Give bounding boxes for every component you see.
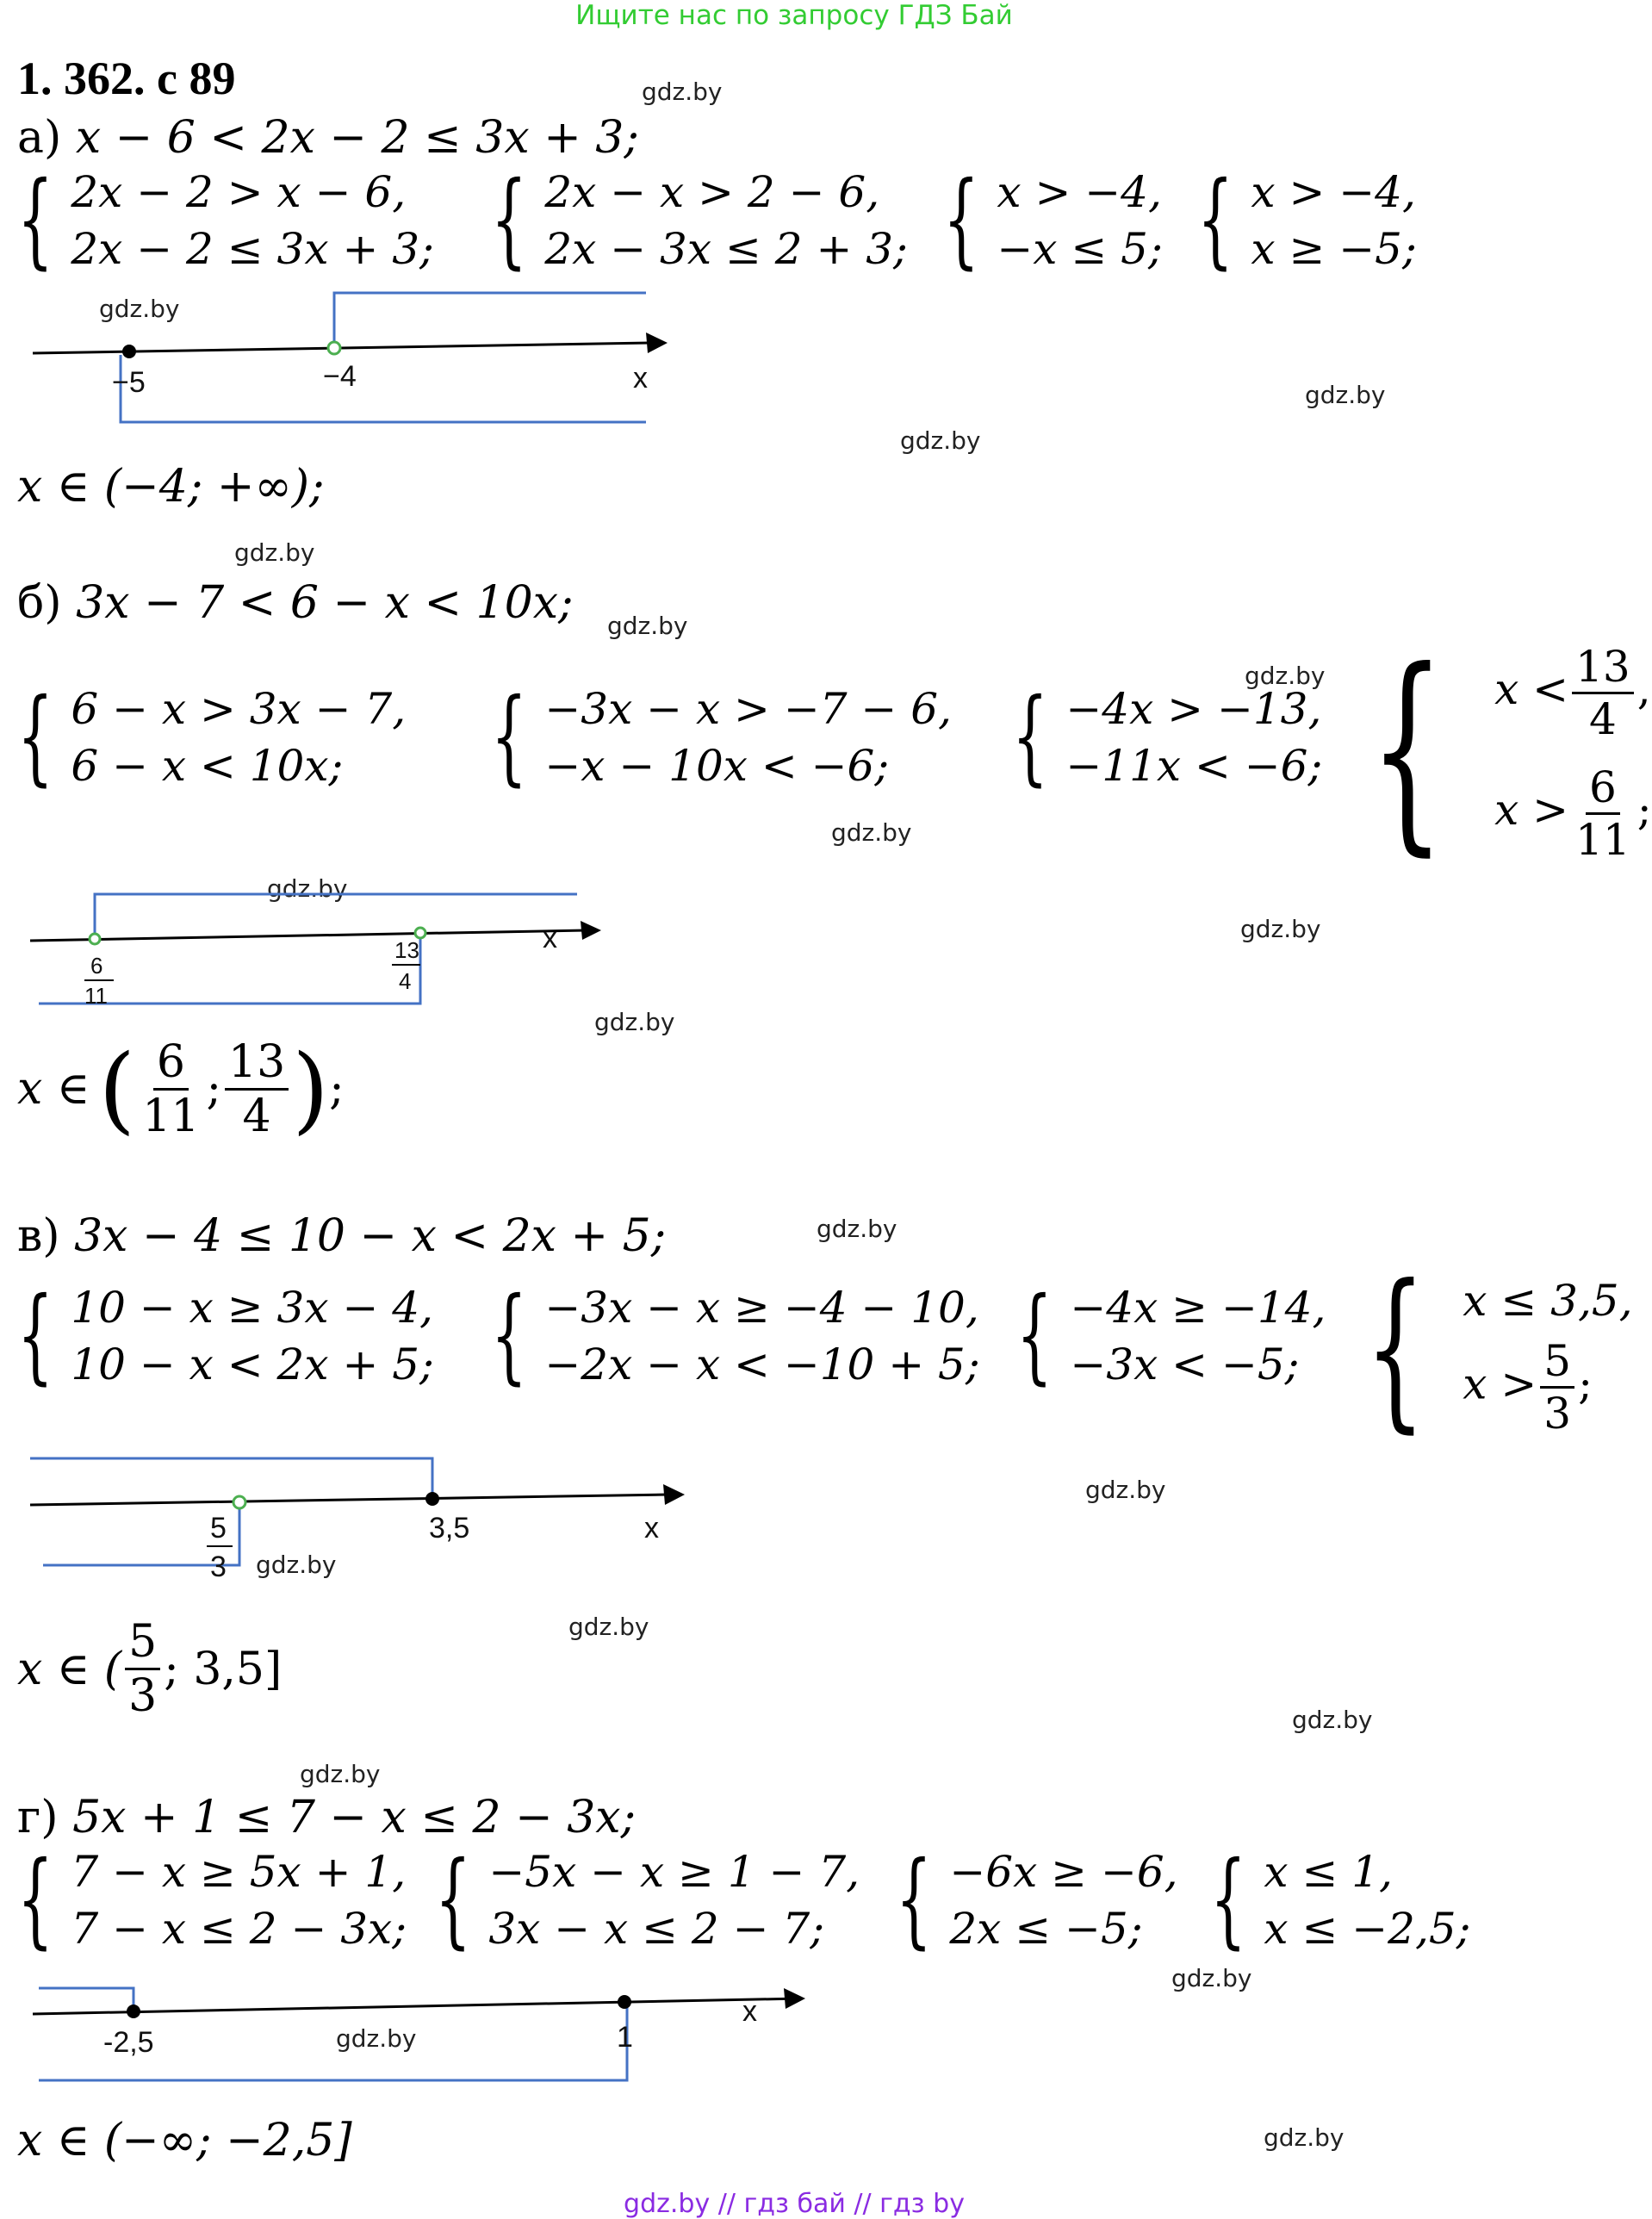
paren-close: ) bbox=[292, 1034, 330, 1144]
system-line: x ≤ 1, bbox=[1264, 1847, 1393, 1897]
part-a-inequality: x − 6 < 2x − 2 ≤ 3x + 3; bbox=[75, 112, 639, 164]
punctuation: ; bbox=[1578, 1358, 1593, 1409]
relation: x > bbox=[1494, 785, 1569, 835]
brace-icon: { bbox=[491, 1276, 527, 1395]
part-d-task bbox=[17, 1792, 636, 1843]
system-line bbox=[1494, 749, 1651, 870]
system-line: x ≤ −2,5; bbox=[1264, 1904, 1471, 1954]
watermark: gdz.by bbox=[831, 818, 912, 847]
watermark: gdz.by bbox=[234, 538, 315, 567]
system-line: −3x − x ≥ −4 − 10, bbox=[544, 1283, 979, 1333]
system-line: x > −4, bbox=[997, 167, 1162, 217]
closed-point bbox=[618, 1995, 631, 2009]
part-b-inequality: 3x − 7 < 6 − x < 10x; bbox=[76, 577, 574, 629]
system-line: 7 − x ≤ 2 − 3x; bbox=[71, 1904, 407, 1954]
watermark: gdz.by bbox=[1240, 915, 1321, 943]
brace-icon: { bbox=[491, 677, 527, 797]
fraction bbox=[225, 1035, 289, 1142]
system-line: 7 − x ≥ 5x + 1, bbox=[71, 1847, 407, 1897]
brace-icon: { bbox=[17, 1276, 53, 1395]
axis-line bbox=[30, 1495, 668, 1505]
system-line: −4x ≥ −14, bbox=[1070, 1283, 1326, 1333]
part-c-system-4 bbox=[1365, 1247, 1633, 1449]
watermark: gdz.by bbox=[642, 78, 723, 106]
system-line: −x − 10x < −6; bbox=[544, 741, 890, 791]
brace-icon: { bbox=[17, 160, 53, 280]
watermark: gdz.by bbox=[568, 1613, 649, 1641]
system-line: 2x − x > 2 − 6, bbox=[544, 167, 880, 217]
part-b-system-3 bbox=[1012, 677, 1323, 797]
watermark: gdz.by bbox=[594, 1008, 675, 1036]
axis-label: x bbox=[644, 1512, 659, 1545]
relation: x > bbox=[1463, 1358, 1537, 1409]
system-line: 3x − x ≤ 2 − 7; bbox=[488, 1904, 825, 1954]
watermark: gdz.by bbox=[900, 426, 981, 455]
watermark: gdz.by bbox=[99, 295, 180, 323]
watermark: gdz.by bbox=[1305, 381, 1386, 409]
part-b-label: б) bbox=[17, 577, 62, 629]
punctuation: ; bbox=[329, 1063, 345, 1115]
system-line: 2x − 2 ≤ 3x + 3; bbox=[71, 224, 434, 274]
part-c-inequality: 3x − 4 ≤ 10 − x < 2x + 5; bbox=[74, 1210, 667, 1262]
fraction bbox=[139, 1035, 202, 1142]
tick-label: -2,5 bbox=[103, 2026, 154, 2059]
denominator: 3 bbox=[1543, 1389, 1572, 1439]
fraction bbox=[1572, 761, 1634, 865]
closed-point bbox=[122, 345, 136, 358]
denominator: 4 bbox=[1588, 693, 1617, 744]
watermark: gdz.by bbox=[1085, 1476, 1166, 1504]
punctuation: , bbox=[1636, 664, 1651, 714]
brace-icon: { bbox=[896, 1840, 932, 1960]
part-a-label: а) bbox=[17, 112, 62, 164]
arrow-icon bbox=[581, 921, 601, 940]
tick-label: −4 bbox=[323, 360, 357, 393]
watermark: gdz.by bbox=[267, 874, 348, 903]
tick-label: 11 bbox=[84, 983, 108, 1009]
brace-icon: { bbox=[1365, 1247, 1425, 1449]
part-d-system-1 bbox=[17, 1840, 407, 1960]
brace-icon: { bbox=[1369, 624, 1445, 874]
part-b-system-4 bbox=[1369, 624, 1652, 874]
system-line: −5x − x ≥ 1 − 7, bbox=[488, 1847, 860, 1897]
axis-line bbox=[30, 930, 586, 941]
numerator: 6 bbox=[153, 1040, 189, 1091]
brace-icon: { bbox=[1012, 677, 1048, 797]
system-line bbox=[1463, 1336, 1632, 1439]
numerator: 13 bbox=[1572, 645, 1634, 694]
watermark: gdz.by bbox=[336, 2024, 417, 2053]
arrow-icon bbox=[663, 1484, 685, 1505]
open-point bbox=[90, 934, 100, 944]
arrow-icon bbox=[646, 333, 668, 353]
fraction bbox=[1540, 1336, 1574, 1439]
part-d-system-2 bbox=[435, 1840, 860, 1960]
watermark: gdz.by bbox=[1264, 2123, 1345, 2152]
numerator: 5 bbox=[1540, 1339, 1574, 1389]
part-b-number-line bbox=[26, 887, 629, 1025]
separator: ; bbox=[206, 1063, 221, 1115]
brace-icon: { bbox=[943, 160, 979, 280]
part-a-system-1 bbox=[17, 160, 434, 280]
watermark: gdz.by bbox=[817, 1215, 897, 1243]
numerator: 13 bbox=[225, 1040, 289, 1091]
system-line: x ≥ −5; bbox=[1251, 224, 1417, 274]
watermark: gdz.by bbox=[1292, 1706, 1373, 1734]
punctuation: ; bbox=[1636, 785, 1652, 835]
axis-label: x bbox=[543, 922, 557, 954]
shade-x-ge-minus5 bbox=[121, 355, 646, 422]
tick-label: 1 bbox=[617, 2021, 633, 2054]
part-b-answer bbox=[17, 1034, 345, 1144]
tick-label: 6 bbox=[90, 953, 103, 979]
shade-x-le-3-5 bbox=[30, 1458, 432, 1499]
closed-point bbox=[425, 1492, 439, 1506]
part-d-inequality: 5x + 1 ≤ 7 − x ≤ 2 − 3x; bbox=[72, 1792, 637, 1843]
answer-text: x ∈ ( bbox=[17, 1643, 122, 1695]
shade-x-le-minus2-5 bbox=[39, 1988, 134, 2014]
answer-text: x ∈ bbox=[17, 1063, 90, 1115]
exercise-title: 1. 362. с 89 bbox=[17, 53, 236, 104]
system-line: 2x ≤ −5; bbox=[949, 1904, 1143, 1954]
system-line: 10 − x < 2x + 5; bbox=[71, 1339, 434, 1389]
watermark: gdz.by bbox=[1171, 1964, 1252, 1992]
part-c-label: в) bbox=[17, 1210, 60, 1262]
part-d-answer bbox=[17, 2115, 352, 2166]
fraction bbox=[1572, 641, 1634, 744]
denominator: 11 bbox=[142, 1090, 200, 1142]
part-a-system-3 bbox=[943, 160, 1163, 280]
denominator: 11 bbox=[1575, 814, 1630, 865]
paren-open: ( bbox=[98, 1034, 136, 1144]
watermark: gdz.by bbox=[1245, 662, 1326, 690]
tick-label: −5 bbox=[112, 366, 146, 399]
part-d-system-3 bbox=[896, 1840, 1178, 1960]
watermark: gdz.by bbox=[300, 1760, 381, 1788]
open-point bbox=[328, 342, 340, 354]
brace-icon: { bbox=[435, 1840, 471, 1960]
part-d-label: г) bbox=[17, 1792, 59, 1843]
numerator: 5 bbox=[125, 1619, 160, 1670]
part-d-system-4 bbox=[1210, 1840, 1471, 1960]
denominator: 4 bbox=[242, 1090, 271, 1142]
system-line: −4x > −13, bbox=[1065, 684, 1322, 734]
part-c-answer bbox=[17, 1616, 283, 1722]
part-c-system-2 bbox=[491, 1276, 980, 1395]
system-line: 6 − x < 10x; bbox=[71, 741, 344, 791]
part-c-system-3 bbox=[1016, 1276, 1326, 1395]
part-d-number-line bbox=[26, 1973, 818, 2102]
system-line: −6x ≥ −6, bbox=[949, 1847, 1178, 1897]
system-line: 2x − 2 > x − 6, bbox=[71, 167, 407, 217]
numerator: 6 bbox=[1586, 766, 1620, 815]
footer: gdz.by // гдз бай // гдз by bbox=[624, 2189, 965, 2219]
system-line: −x ≤ 5; bbox=[997, 224, 1163, 274]
denominator: 3 bbox=[128, 1670, 158, 1722]
part-b-system-1 bbox=[17, 677, 407, 797]
system-line: 2x − 3x ≤ 2 + 3; bbox=[544, 224, 908, 274]
part-a-answer bbox=[17, 461, 325, 513]
axis-line bbox=[33, 1998, 801, 2014]
shade-x-gt-minus4 bbox=[334, 293, 646, 350]
part-b-task bbox=[17, 577, 574, 629]
system-line: x ≤ 3,5, bbox=[1463, 1276, 1633, 1326]
system-line: −3x − x > −7 − 6, bbox=[544, 684, 952, 734]
brace-icon: { bbox=[1210, 1840, 1246, 1960]
tick-label: 3,5 bbox=[429, 1512, 470, 1545]
part-c-task bbox=[17, 1210, 666, 1262]
tick-label: 3 bbox=[210, 1551, 227, 1583]
tick-label: 4 bbox=[399, 968, 412, 994]
part-a-system-2 bbox=[491, 160, 908, 280]
watermark: gdz.by bbox=[256, 1551, 337, 1579]
part-b-system-2 bbox=[491, 677, 952, 797]
part-a-system-4 bbox=[1197, 160, 1417, 280]
system-line bbox=[1494, 629, 1651, 749]
answer-text: ; 3,5] bbox=[164, 1643, 283, 1695]
tick-label: 13 bbox=[394, 937, 419, 963]
brace-icon: { bbox=[1197, 160, 1233, 280]
brace-icon: { bbox=[1016, 1276, 1053, 1395]
relation: x < bbox=[1494, 664, 1569, 714]
axis-label: x bbox=[742, 1995, 757, 2028]
system-line: −3x < −5; bbox=[1070, 1339, 1300, 1389]
part-a-task bbox=[17, 112, 639, 164]
system-line: −11x < −6; bbox=[1065, 741, 1323, 791]
part-a-number-line bbox=[26, 284, 680, 431]
tick-label: 5 bbox=[210, 1512, 227, 1545]
axis-label: x bbox=[633, 362, 648, 395]
arrow-icon bbox=[784, 1988, 805, 2009]
answer-text: x ∈ (−4; +∞); bbox=[17, 461, 325, 513]
system-line: x > −4, bbox=[1251, 167, 1416, 217]
part-c-system-1 bbox=[17, 1276, 434, 1395]
brace-icon: { bbox=[17, 677, 53, 797]
part-c-number-line bbox=[26, 1451, 698, 1598]
system-line: −2x − x < −10 + 5; bbox=[544, 1339, 980, 1389]
top-banner: Ищите нас по запросу ГДЗ Бай bbox=[575, 0, 1013, 31]
brace-icon: { bbox=[17, 1840, 53, 1960]
brace-icon: { bbox=[491, 160, 527, 280]
system-line: 6 − x > 3x − 7, bbox=[71, 684, 407, 734]
watermark: gdz.by bbox=[607, 612, 688, 640]
closed-point bbox=[127, 2005, 140, 2018]
open-point bbox=[233, 1496, 245, 1508]
fraction bbox=[125, 1616, 160, 1722]
answer-text: x ∈ (−∞; −2,5] bbox=[17, 2115, 352, 2166]
system-line: 10 − x ≥ 3x − 4, bbox=[71, 1283, 433, 1333]
